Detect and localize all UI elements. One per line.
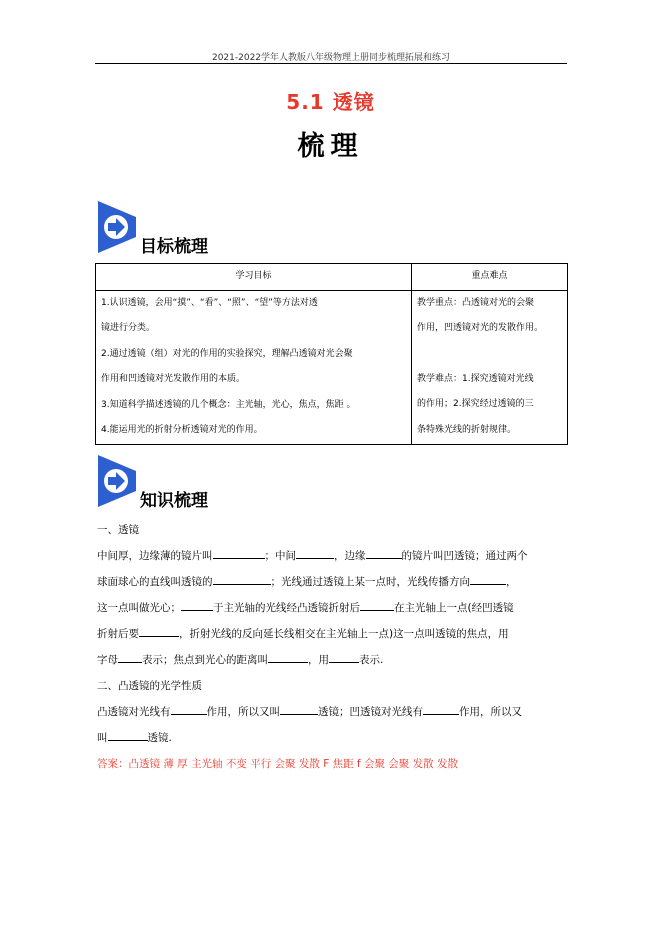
fill-blank[interactable]: [118, 651, 142, 663]
goal-line: 4.能运用光的折射分析透镜对光的作用。: [101, 425, 263, 435]
fill-blank[interactable]: [171, 703, 207, 715]
paragraph-line: 叫 透镜.: [97, 725, 569, 751]
knowledge-body: [97, 517, 569, 777]
keypoint-line: 条特殊光线的折射规律。: [417, 424, 517, 435]
heading-lens: 一、透镜: [97, 524, 139, 536]
keypoint-line: 教学重点：凸透镜对光的会聚: [417, 297, 535, 308]
fill-blank[interactable]: [366, 547, 402, 559]
table-header-goals: 学习目标: [96, 264, 412, 291]
fill-blank[interactable]: [360, 599, 394, 611]
header-divider: [95, 63, 567, 64]
section-title-knowledge: 知识梳理: [140, 491, 208, 511]
goal-line: 3.知道科学描述透镜的几个概念：主光轴，光心，焦点，焦距 。: [101, 399, 356, 410]
fill-blank[interactable]: [181, 599, 213, 611]
fill-blank[interactable]: [213, 573, 271, 585]
fill-blank[interactable]: [268, 651, 308, 663]
paragraph-line: 折射后要 ，折射光线的反向延长线相交在主光轴上一点)这一点叫透镜的焦点，用: [97, 621, 569, 647]
keypoint-line: 的作用；2.探究经过透镜的三: [417, 399, 534, 409]
table-header-keypoints: 重点难点: [412, 264, 568, 291]
fill-blank[interactable]: [280, 703, 318, 715]
keypoint-line: [417, 342, 562, 367]
arrow-circle-icon: [98, 201, 136, 253]
keypoints-cell: [412, 290, 568, 444]
keypoint-line: 作用，凹透镜对光的发散作用。: [417, 323, 544, 333]
keypoint-line: 教学难点：1.探究透镜对光线: [417, 373, 534, 384]
page-title: 5.1 透镜: [286, 90, 375, 114]
paragraph-line: 凸透镜对光线有 作用，所以又叫 透镜；凹透镜对光线有 作用，所以又: [97, 699, 569, 725]
fill-blank[interactable]: [108, 729, 148, 741]
goals-cell: [96, 290, 412, 444]
goal-line: 2.通过透镜（组）对光的作用的实验探究，理解凸透镜对光会聚: [101, 348, 353, 359]
page-header: 2021-2022学年人教版八年级物理上册同步梳理拓展和练习: [211, 53, 451, 63]
fill-blank[interactable]: [213, 547, 265, 559]
goal-line: 镜进行分类。: [101, 323, 156, 333]
goal-line: 1.认识透镜，会用“摸”、“看”、“照”、“望”等方法对透: [101, 297, 318, 308]
fill-blank[interactable]: [329, 651, 359, 663]
arrow-circle-icon: [98, 455, 136, 507]
fill-blank[interactable]: [139, 625, 179, 637]
paragraph-line: 中间厚，边缘薄的镜片叫 ；中间 ，边缘 的镜片叫凹透镜；通过两个: [97, 543, 569, 569]
section-title-goals: 目标梳理: [140, 237, 208, 257]
paragraph-line: 球面球心的直线叫透镜的 ；光线通过透镜上某一点时，光线传播方向 ，: [97, 569, 569, 595]
goal-line: 作用和凹透镜对光发散作用的本质。: [101, 374, 246, 384]
page-subtitle: 梳理: [297, 131, 364, 162]
fill-blank[interactable]: [423, 703, 459, 715]
paragraph-line: 字母 表示；焦点到光心的距离叫 ，用 表示.: [97, 647, 569, 673]
paragraph-line: 这一点叫做光心； 于主光轴的光线经凸透镜折射后 在主光轴上一点(经凹透镜: [97, 595, 569, 621]
answer-line: 答案：凸透镜 薄 厚 主光轴 不变 平行 会聚 发散 F 焦距 f 会聚 会聚 发散 发散: [97, 758, 458, 770]
fill-blank[interactable]: [470, 573, 506, 585]
fill-blank[interactable]: [296, 547, 334, 559]
goals-table: [95, 263, 568, 445]
heading-convex-lens: 二、凸透镜的光学性质: [97, 680, 202, 692]
